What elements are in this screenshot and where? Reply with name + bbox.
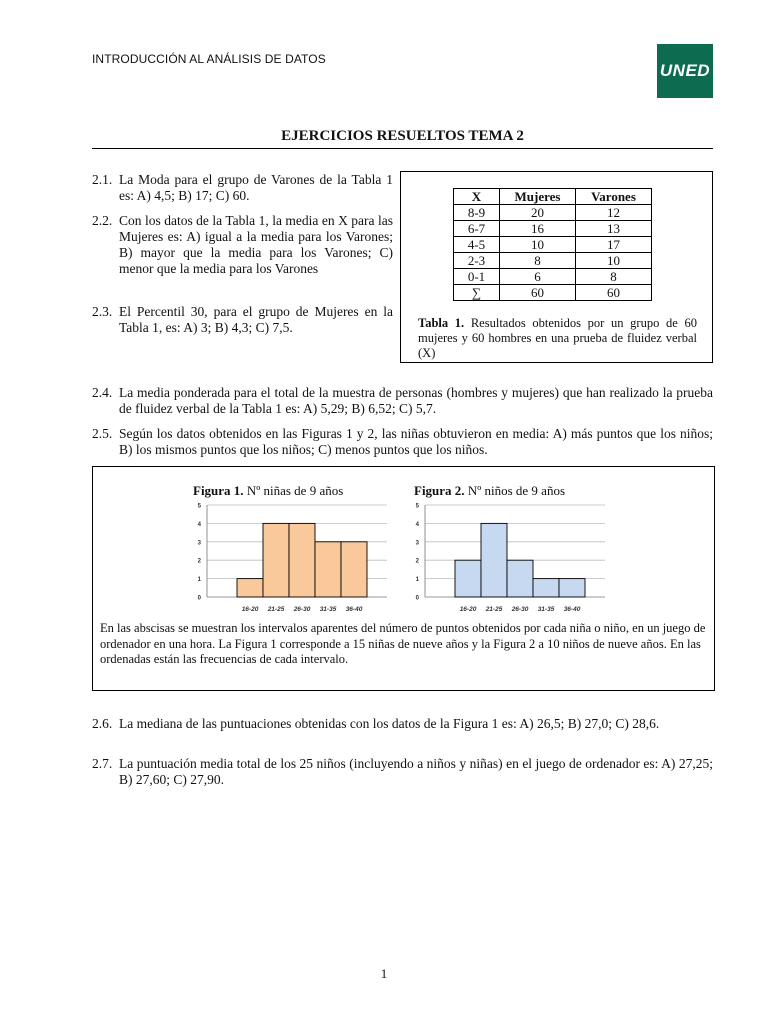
table-cell: 6-7 (454, 221, 500, 237)
table-header-cell: X (454, 189, 500, 205)
table-cell: 8 (576, 269, 652, 285)
histogram-bar (533, 579, 559, 597)
table-cell: 20 (500, 205, 576, 221)
question-2-1 (92, 172, 393, 204)
x-tick-label: 16-20 (241, 606, 259, 613)
histogram-bar (559, 579, 585, 597)
table1 (453, 188, 652, 301)
histogram-bar (263, 523, 289, 597)
histogram-bar (341, 542, 367, 597)
y-tick-label: 0 (415, 595, 419, 602)
table1-caption (418, 316, 697, 361)
table-row (454, 237, 652, 253)
y-tick-label: 5 (415, 503, 419, 510)
table-cell: 10 (576, 253, 652, 269)
table-cell: 60 (500, 285, 576, 301)
table-row (454, 269, 652, 285)
table-cell: 17 (576, 237, 652, 253)
question-2-4 (92, 385, 713, 417)
x-tick-label: 31-35 (319, 606, 337, 613)
x-tick-label: 26-30 (293, 606, 311, 613)
figure1-histogram (193, 501, 393, 619)
question-2-3 (92, 304, 393, 336)
question-text: Con los datos de la Tabla 1, la media en X para las Mujeres es: A) igual a la media para los Varones; B) mayor que la media para los Varones; C) menor que la media para los Varones (119, 213, 393, 276)
y-tick-label: 1 (197, 577, 201, 584)
figure-label: Figura 1. (193, 483, 244, 498)
table-header-cell: Varones (576, 189, 652, 205)
question-number: 2.5. (92, 426, 113, 441)
y-tick-label: 3 (197, 540, 201, 547)
caption-label: Tabla 1. (418, 316, 465, 330)
x-tick-label: 26-30 (511, 606, 529, 613)
figure-title-text: Nº niños de 9 años (464, 483, 566, 498)
table1-box (400, 171, 713, 363)
table-cell: 2-3 (454, 253, 500, 269)
question-text: La media ponderada para el total de la muestra de personas (hombres y mujeres) que han realizado la prueba de fluidez verbal de la Tabla 1 es: A) 5,29; B) 6,52; C) 5,7. (119, 385, 713, 416)
figure2-title (414, 483, 565, 499)
table-row (454, 205, 652, 221)
course-header: INTRODUCCIÓN AL ANÁLISIS DE DATOS (92, 52, 326, 66)
table-cell: 16 (500, 221, 576, 237)
question-2-5 (92, 426, 713, 458)
question-number: 2.3. (92, 304, 113, 319)
y-tick-label: 0 (197, 595, 201, 602)
x-tick-label: 36-40 (563, 606, 581, 613)
table-row (454, 253, 652, 269)
y-tick-label: 4 (197, 521, 201, 528)
table-cell: 0-1 (454, 269, 500, 285)
table-cell: 60 (576, 285, 652, 301)
title-divider (92, 148, 713, 149)
x-tick-label: 21-25 (267, 606, 285, 613)
table-cell: 4-5 (454, 237, 500, 253)
page-title: EJERCICIOS RESUELTOS TEMA 2 (281, 128, 524, 144)
question-text: Según los datos obtenidos en las Figuras 1 y 2, las niñas obtuvieron en media: A) más puntos que los niños; B) los mismos puntos que los niños; C) menos puntos que los niños. (119, 426, 713, 457)
figure-label: Figura 2. (414, 483, 465, 498)
y-tick-label: 2 (197, 558, 201, 565)
table-cell: 8 (500, 253, 576, 269)
table-cell: 13 (576, 221, 652, 237)
y-tick-label: 4 (415, 521, 419, 528)
histogram-bar (455, 560, 481, 597)
y-tick-label: 2 (415, 558, 419, 565)
table-cell: 8-9 (454, 205, 500, 221)
question-number: 2.1. (92, 172, 113, 187)
table-header-row (454, 189, 652, 205)
uned-logo: UNED (657, 44, 713, 98)
table-cell: ∑ (454, 285, 500, 301)
x-tick-label: 31-35 (537, 606, 555, 613)
question-text: El Percentil 30, para el grupo de Mujeres en la Tabla 1, es: A) 3; B) 4,3; C) 7,5. (119, 304, 393, 335)
question-2-6 (92, 716, 713, 732)
table-cell: 10 (500, 237, 576, 253)
figures-box (92, 466, 715, 691)
figures-caption: En las abscisas se muestran los intervalos aparentes del número de puntos obtenidos por cada niña o niño, en un juego de ordenador en una hora. La Figura 1 corresponde a 15 niñas de nueve años y la Figura 2 a 10 niños de nueve años. En las ordenadas están las frecuencias de cada intervalo. (100, 621, 706, 666)
table-row (454, 221, 652, 237)
table-header-cell: Mujeres (500, 189, 576, 205)
histogram-bar (315, 542, 341, 597)
question-text: La mediana de las puntuaciones obtenidas con los datos de la Figura 1 es: A) 26,5; B) 27,0; C) 28,6. (119, 716, 660, 731)
histogram-bar (481, 523, 507, 597)
y-tick-label: 5 (197, 503, 201, 510)
figure2-histogram (411, 501, 611, 619)
x-tick-label: 16-20 (459, 606, 477, 613)
x-tick-label: 36-40 (345, 606, 363, 613)
table-cell: 12 (576, 205, 652, 221)
histogram-bar (289, 523, 315, 597)
table-total-row (454, 285, 652, 301)
table-cell: 6 (500, 269, 576, 285)
question-number: 2.7. (92, 756, 113, 771)
figure1-title (193, 483, 343, 499)
x-tick-label: 21-25 (485, 606, 503, 613)
figure-title-text: Nº niñas de 9 años (243, 483, 344, 498)
question-number: 2.6. (92, 716, 113, 731)
question-text: La puntuación media total de los 25 niños (incluyendo a niños y niñas) en el juego de ordenador es: A) 27,25; B) 27,60; C) 27,90. (119, 756, 713, 787)
page-number: 1 (380, 966, 388, 981)
question-number: 2.4. (92, 385, 113, 400)
question-2-7 (92, 756, 713, 788)
histogram-bar (237, 579, 263, 597)
y-tick-label: 3 (415, 540, 419, 547)
question-number: 2.2. (92, 213, 113, 228)
question-2-2 (92, 213, 393, 277)
caption-text: Resultados obtenidos por un grupo de 60 mujeres y 60 hombres en una prueba de fluidez verbal (X) (418, 316, 697, 360)
histogram-bar (507, 560, 533, 597)
y-tick-label: 1 (415, 577, 419, 584)
question-text: La Moda para el grupo de Varones de la Tabla 1 es: A) 4,5; B) 17; C) 60. (119, 172, 393, 203)
